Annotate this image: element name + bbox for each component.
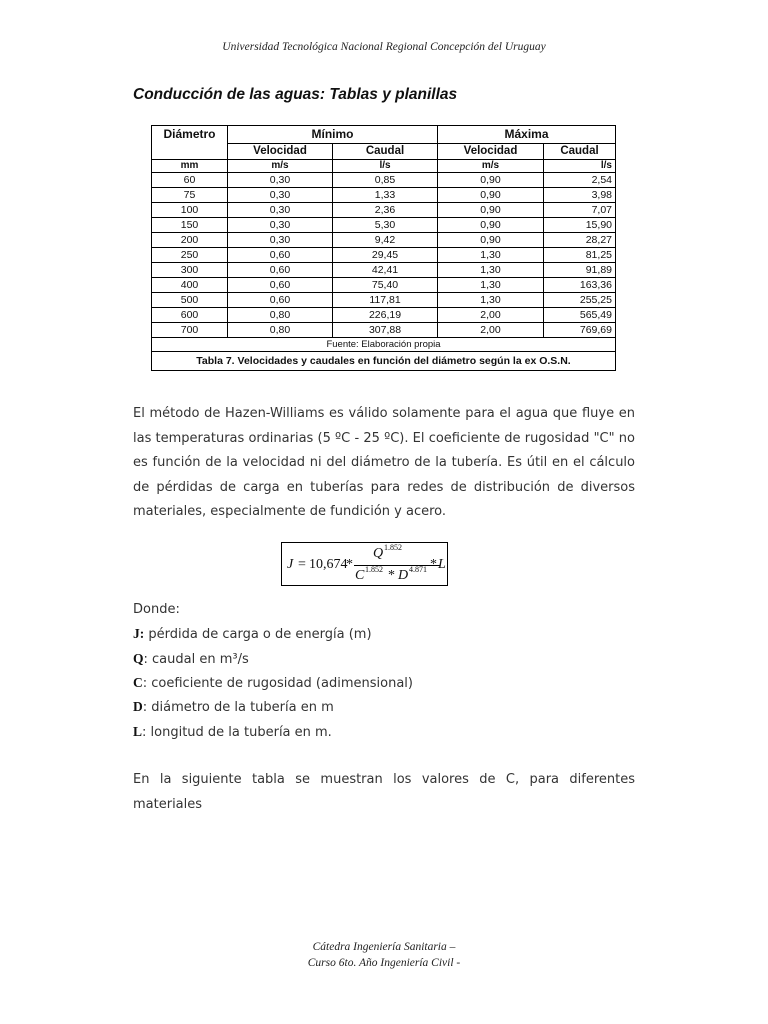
unit-cell: mm (152, 160, 228, 173)
cell-diametro: 300 (152, 263, 228, 278)
donde-label: Donde: (133, 602, 180, 617)
cell-max-velocidad: 0,90 (438, 218, 544, 233)
cell-min-caudal: 307,88 (333, 323, 438, 338)
cell-max-velocidad: 2,00 (438, 308, 544, 323)
variable-symbol: J: (133, 626, 145, 641)
formula-mult: * (346, 557, 353, 572)
cell-min-caudal: 2,36 (333, 203, 438, 218)
cell-max-velocidad: 0,90 (438, 203, 544, 218)
cell-min-velocidad: 0,60 (228, 278, 333, 293)
table-row (152, 233, 616, 248)
unit-cell: m/s (438, 160, 544, 173)
cell-max-velocidad: 0,90 (438, 173, 544, 188)
header-max-caudal: Caudal (544, 144, 616, 160)
variable-description: : diámetro de la tubería en m (142, 700, 334, 715)
formula-denominator-d-exp: 4.871 (409, 565, 427, 574)
variable-symbol: Q (133, 651, 144, 666)
table-row (152, 278, 616, 293)
cell-min-caudal: 1,33 (333, 188, 438, 203)
variable-j (133, 626, 372, 643)
section-title: Conducción de las aguas: Tablas y planillas (133, 86, 458, 103)
paragraph-hazen-williams: El método de Hazen-Williams es válido solamente para el agua que fluye en las temperaturas ordinarias (5 ºC - 25 ºC). El coeficiente de rugosidad "C" no es función de la velocidad ni del diámetro de la tubería. Es útil en el cálculo de pérdidas de carga en tuberías para redes de distribución de diversos materiales, especialmente de fundición y acero. (133, 406, 635, 519)
cell-min-caudal: 29,45 (333, 248, 438, 263)
unit-cell: l/s (333, 160, 438, 173)
cell-min-velocidad: 0,60 (228, 248, 333, 263)
cell-min-velocidad: 0,60 (228, 263, 333, 278)
cell-diametro: 60 (152, 173, 228, 188)
variable-symbol: D (133, 699, 143, 714)
cell-min-caudal: 117,81 (333, 293, 438, 308)
header-min-velocidad: Velocidad (228, 144, 333, 160)
table-source: Fuente: Elaboración propia (152, 338, 616, 352)
cell-max-caudal: 28,27 (544, 233, 616, 248)
cell-max-caudal: 2,54 (544, 173, 616, 188)
cell-max-caudal: 3,98 (544, 188, 616, 203)
velocity-flow-table (151, 125, 616, 371)
paragraph-c-values: En la siguiente tabla se muestran los valores de C, para diferentes materiales (133, 772, 635, 812)
formula-lhs: J (287, 557, 294, 572)
variable-symbol: C (133, 675, 143, 690)
cell-diametro: 600 (152, 308, 228, 323)
cell-max-caudal: 91,89 (544, 263, 616, 278)
cell-min-caudal: 0,85 (333, 173, 438, 188)
formula-denominator-c: C (355, 568, 365, 583)
cell-min-caudal: 226,19 (333, 308, 438, 323)
table-row (152, 248, 616, 263)
cell-diametro: 100 (152, 203, 228, 218)
formula-denominator-mult: * (388, 568, 395, 583)
cell-max-caudal: 163,36 (544, 278, 616, 293)
cell-max-velocidad: 1,30 (438, 278, 544, 293)
header-min-caudal: Caudal (333, 144, 438, 160)
table-row (152, 293, 616, 308)
formula-tail-mult: * (430, 557, 437, 572)
cell-min-caudal: 42,41 (333, 263, 438, 278)
footer-line-2: Curso 6to. Año Ingeniería Civil - (307, 957, 461, 969)
cell-diametro: 400 (152, 278, 228, 293)
header-diametro: Diámetro (152, 126, 228, 160)
cell-min-caudal: 9,42 (333, 233, 438, 248)
formula-numerator-exp: 1.852 (384, 543, 402, 552)
cell-max-caudal: 15,90 (544, 218, 616, 233)
cell-min-velocidad: 0,30 (228, 173, 333, 188)
cell-diametro: 150 (152, 218, 228, 233)
cell-max-velocidad: 0,90 (438, 188, 544, 203)
formula-denominator-d: D (398, 568, 409, 583)
cell-max-velocidad: 1,30 (438, 293, 544, 308)
variable-d (133, 699, 334, 716)
cell-max-caudal: 565,49 (544, 308, 616, 323)
table-row (152, 323, 616, 338)
formula-denominator-c-exp: 1.852 (365, 565, 383, 574)
cell-min-velocidad: 0,30 (228, 203, 333, 218)
cell-max-caudal: 7,07 (544, 203, 616, 218)
variable-c (133, 675, 413, 692)
table-row (152, 263, 616, 278)
formula-equals: = (298, 557, 306, 572)
table-row (152, 308, 616, 323)
table-caption: Tabla 7. Velocidades y caudales en función del diámetro según la ex O.S.N. (152, 352, 616, 371)
cell-diametro: 200 (152, 233, 228, 248)
cell-max-caudal: 81,25 (544, 248, 616, 263)
cell-diametro: 75 (152, 188, 228, 203)
cell-max-velocidad: 1,30 (438, 263, 544, 278)
table-body (152, 173, 616, 338)
cell-diametro: 700 (152, 323, 228, 338)
variable-description: : caudal en m³/s (143, 652, 249, 667)
formula-tail-l: L (438, 557, 446, 572)
variable-l (133, 724, 332, 741)
header-max-velocidad: Velocidad (438, 144, 544, 160)
header-maxima: Máxima (438, 126, 616, 144)
cell-diametro: 250 (152, 248, 228, 263)
cell-min-velocidad: 0,30 (228, 218, 333, 233)
cell-min-velocidad: 0,60 (228, 293, 333, 308)
variable-symbol: L (133, 724, 143, 739)
cell-max-velocidad: 1,30 (438, 248, 544, 263)
cell-max-velocidad: 2,00 (438, 323, 544, 338)
table-row (152, 218, 616, 233)
variable-description: : longitud de la tubería en m. (142, 725, 332, 740)
page-header: Universidad Tecnológica Nacional Regional Concepción del Uruguay (222, 41, 546, 53)
cell-min-velocidad: 0,30 (228, 188, 333, 203)
variable-description: pérdida de carga o de energía (m) (144, 627, 372, 642)
cell-max-caudal: 255,25 (544, 293, 616, 308)
cell-max-velocidad: 0,90 (438, 233, 544, 248)
cell-max-caudal: 769,69 (544, 323, 616, 338)
cell-min-caudal: 5,30 (333, 218, 438, 233)
variable-q (133, 651, 249, 668)
header-minimo: Mínimo (228, 126, 438, 144)
formula-coefficient: 10,674 (309, 557, 348, 572)
cell-diametro: 500 (152, 293, 228, 308)
cell-min-velocidad: 0,80 (228, 323, 333, 338)
formula-numerator-q: Q (373, 546, 384, 561)
hazen-williams-formula (281, 542, 448, 586)
unit-cell: m/s (228, 160, 333, 173)
table-row (152, 188, 616, 203)
cell-min-velocidad: 0,80 (228, 308, 333, 323)
footer-line-1: Cátedra Ingeniería Sanitaria – (312, 941, 456, 953)
table-row (152, 203, 616, 218)
cell-min-velocidad: 0,30 (228, 233, 333, 248)
unit-cell: l/s (544, 160, 616, 173)
table-row (152, 173, 616, 188)
cell-min-caudal: 75,40 (333, 278, 438, 293)
variable-description: : coeficiente de rugosidad (adimensional) (142, 676, 413, 691)
